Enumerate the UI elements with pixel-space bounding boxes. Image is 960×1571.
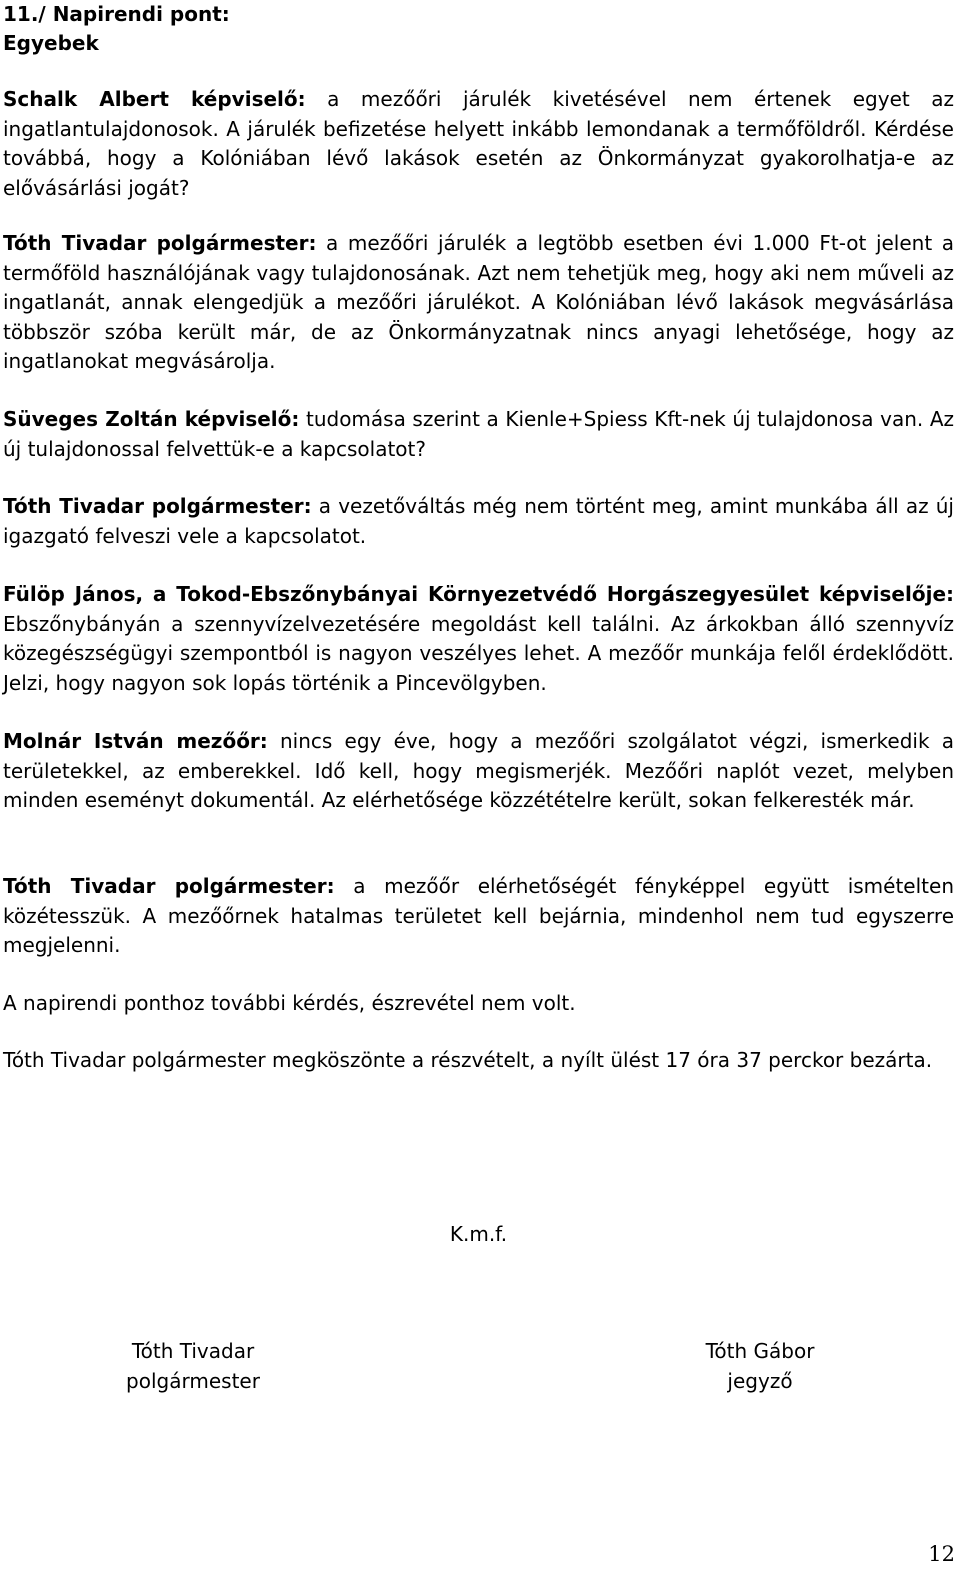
- closing-statement-1: A napirendi ponthoz további kérdés, észrevétel nem volt.: [3, 991, 576, 1015]
- speaker-name: Molnár István mezőőr:: [3, 729, 268, 753]
- signature-block-mayor: [63, 1337, 323, 1396]
- paragraph-text: a mezőőri járulék kivetésével nem értenek egyet az ingatlantulajdonosok. A járulék befizetése helyett inkább lemondanak a termőföldről. Kérdése továbbá, hogy a Kolóniában lévő lakások esetén az Önkormányzat gyakorolhatja-e az elővásárlási jogát?: [3, 87, 954, 200]
- kmf-label: K.m.f.: [449, 1222, 508, 1246]
- paragraph-fulop: [3, 580, 954, 698]
- speaker-name: Tóth Tivadar polgármester:: [3, 874, 335, 898]
- paragraph-text: a mezőőr elérhetőségét fényképpel együtt ismételten közétesszük. A mezőőrnek hatalmas területet kell bejárnia, mindenhol nem tud egyszerre megjelenni.: [3, 874, 954, 957]
- speaker-name: Fülöp János, a Tokod-Ebszőnybányai Környezetvédő Horgászegyesület képviselője:: [3, 582, 954, 606]
- heading-line-1: 11./ Napirendi pont:: [3, 2, 230, 26]
- paragraph-text: tudomása szerint a Kienle+Spiess Kft-nek új tulajdonosa van. Az új tulajdonossal felvettük-e a kapcsolatot?: [3, 407, 955, 461]
- speaker-name: Süveges Zoltán képviselő:: [3, 407, 300, 431]
- paragraph-text: nincs egy éve, hogy a mezőőri szolgálatot végzi, ismerkedik a területekkel, az emberekkel. Idő kell, hogy megismerjék. Mezőőri naplót vezet, melyben minden eseményt dokumentál. Az elérhetősége közzétételre került, sokan felkeresték már.: [3, 729, 954, 812]
- speaker-name: Tóth Tivadar polgármester:: [3, 231, 317, 255]
- paragraph-toth-1: [3, 229, 954, 377]
- page-number: 12: [928, 1542, 955, 1566]
- signature-name: Tóth Tivadar: [131, 1339, 255, 1363]
- paragraph-toth-3: [3, 872, 954, 961]
- paragraph-text: Ebszőnybányán a szennyvízelvezetésére megoldást kell találni. Az árkokban álló szennyvíz közegészségügyi szempontból is nagyon veszélyes lehet. A mezőőr munkája felől érdeklődött. Jelzi, hogy nagyon sok lopás történik a Pincevölgyben.: [3, 611, 954, 695]
- heading-line-2: Egyebek: [3, 31, 99, 55]
- paragraph-suveges: [3, 405, 954, 464]
- paragraph-toth-2: [3, 492, 954, 551]
- paragraph-text: a mezőőri járulék a legtöbb esetben évi 1.000 Ft-ot jelent a termőföld használójának vagy tulajdonosának. Azt nem tehetjük meg, hogy aki nem műveli az ingatlanát, annak elengedjük a mezőőri járulékot. A Kolóniában lévő lakások megvásárlása többször szóba került már, de az Önkormányzatnak nincs anyagi lehetősége, hogy az ingatlanokat megvásárolja.: [3, 231, 955, 373]
- speaker-name: Tóth Tivadar polgármester:: [3, 494, 312, 518]
- signature-title: jegyző: [727, 1368, 793, 1393]
- signature-block-notary: [630, 1337, 890, 1396]
- closing-statement-2: Tóth Tivadar polgármester megköszönte a részvételt, a nyílt ülést 17 óra 37 perckor bezárta.: [3, 1048, 933, 1072]
- signature-name: Tóth Gábor: [705, 1339, 815, 1363]
- speaker-name: Schalk Albert képviselő:: [3, 87, 306, 111]
- signature-title: polgármester: [126, 1368, 260, 1393]
- section-heading: [3, 0, 954, 58]
- paragraph-schalk: [3, 85, 954, 203]
- paragraph-text: a vezetőváltás még nem történt meg, amint munkába áll az új igazgató felveszi vele a kapcsolatot.: [3, 494, 954, 548]
- paragraph-molnar: [3, 727, 954, 816]
- document-page: [3, 0, 955, 1393]
